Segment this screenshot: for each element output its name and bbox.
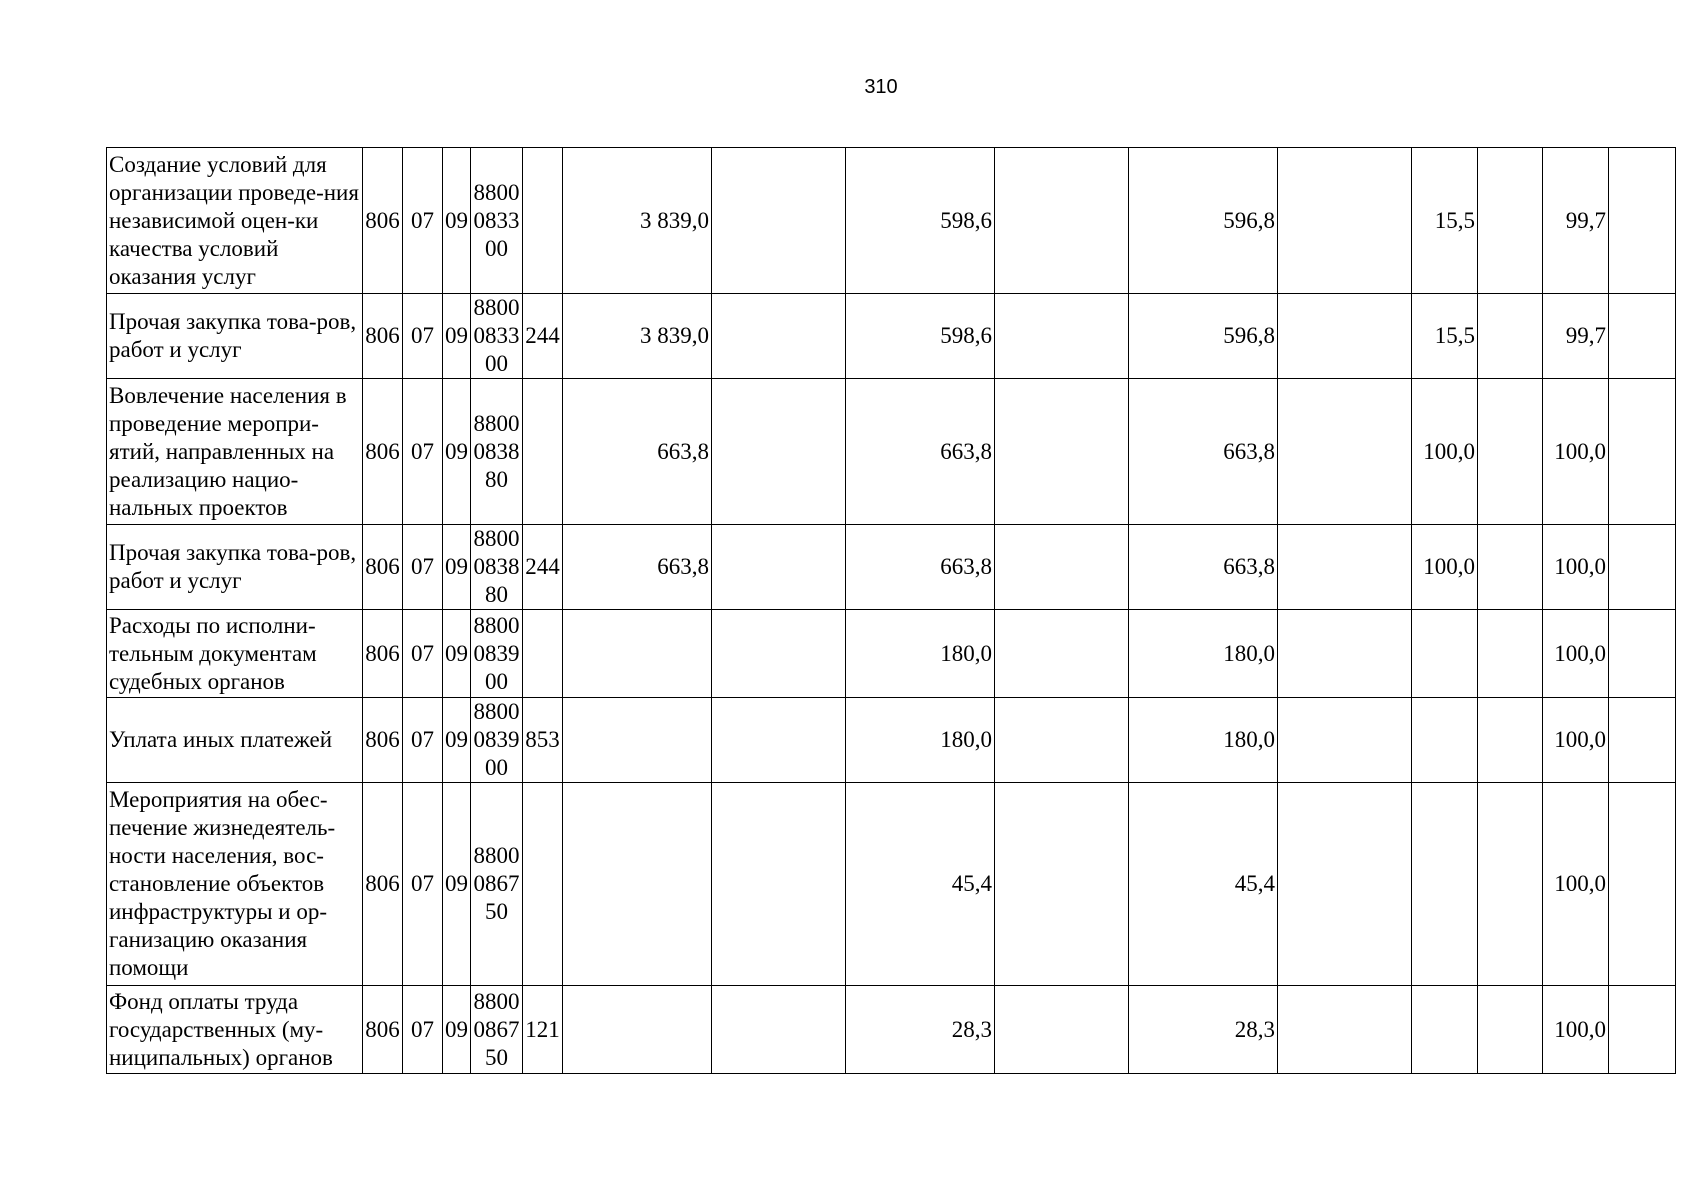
percent-col7 — [1412, 610, 1478, 698]
expense-name: Прочая закупка това-ров, работ и услуг — [107, 294, 363, 379]
subsection-code: 09 — [443, 148, 471, 294]
amount-col4 — [995, 148, 1129, 294]
section-code: 07 — [403, 525, 443, 610]
amount-col2 — [712, 610, 846, 698]
amount-col4 — [995, 610, 1129, 698]
target-article-code: 8800 0833 00 — [471, 148, 523, 294]
amount-col1 — [563, 986, 712, 1074]
amount-col8 — [1478, 610, 1543, 698]
amount-col2 — [712, 525, 846, 610]
amount-col4 — [995, 698, 1129, 783]
amount-col3: 180,0 — [846, 698, 995, 783]
subsection-code: 09 — [443, 610, 471, 698]
grbs-code: 806 — [363, 610, 403, 698]
amount-col6 — [1278, 148, 1412, 294]
amount-col1 — [563, 610, 712, 698]
table-row — [107, 148, 1676, 294]
amount-col6 — [1278, 294, 1412, 379]
table-row — [107, 698, 1676, 783]
grbs-code: 806 — [363, 986, 403, 1074]
target-article-code: 8800 0839 00 — [471, 698, 523, 783]
percent-col9: 100,0 — [1543, 525, 1609, 610]
section-code: 07 — [403, 610, 443, 698]
amount-col5: 663,8 — [1129, 379, 1278, 525]
table-row — [107, 610, 1676, 698]
section-code: 07 — [403, 783, 443, 986]
target-article-code: 8800 0833 00 — [471, 294, 523, 379]
amount-col8 — [1478, 783, 1543, 986]
amount-col5: 663,8 — [1129, 525, 1278, 610]
amount-col6 — [1278, 525, 1412, 610]
amount-col8 — [1478, 379, 1543, 525]
amount-col1: 3 839,0 — [563, 294, 712, 379]
percent-col7: 15,5 — [1412, 294, 1478, 379]
expense-type-code — [523, 148, 563, 294]
grbs-code: 806 — [363, 294, 403, 379]
expense-type-code — [523, 379, 563, 525]
subsection-code: 09 — [443, 379, 471, 525]
percent-col7 — [1412, 986, 1478, 1074]
amount-col2 — [712, 148, 846, 294]
amount-col8 — [1478, 294, 1543, 379]
percent-col7: 100,0 — [1412, 379, 1478, 525]
percent-col9: 100,0 — [1543, 986, 1609, 1074]
percent-col9: 99,7 — [1543, 148, 1609, 294]
amount-col6 — [1278, 986, 1412, 1074]
page-number: 310 — [864, 76, 898, 98]
percent-col9: 100,0 — [1543, 379, 1609, 525]
amount-col2 — [712, 986, 846, 1074]
amount-col4 — [995, 986, 1129, 1074]
amount-col10 — [1609, 698, 1676, 783]
amount-col10 — [1609, 986, 1676, 1074]
amount-col1 — [563, 698, 712, 783]
amount-col8 — [1478, 525, 1543, 610]
subsection-code: 09 — [443, 986, 471, 1074]
percent-col7 — [1412, 783, 1478, 986]
expense-type-code — [523, 783, 563, 986]
section-code: 07 — [403, 379, 443, 525]
subsection-code: 09 — [443, 525, 471, 610]
grbs-code: 806 — [363, 148, 403, 294]
table-row — [107, 986, 1676, 1074]
amount-col2 — [712, 294, 846, 379]
percent-col9: 99,7 — [1543, 294, 1609, 379]
amount-col10 — [1609, 148, 1676, 294]
section-code: 07 — [403, 698, 443, 783]
percent-col9: 100,0 — [1543, 783, 1609, 986]
amount-col3: 663,8 — [846, 379, 995, 525]
amount-col5: 596,8 — [1129, 148, 1278, 294]
amount-col3: 663,8 — [846, 525, 995, 610]
expense-name: Вовлечение населения в проведение меропри-ятий, направленных на реализацию нацио-нальных проектов — [107, 379, 363, 525]
expense-name: Прочая закупка това-ров, работ и услуг — [107, 525, 363, 610]
target-article-code: 8800 0839 00 — [471, 610, 523, 698]
amount-col2 — [712, 783, 846, 986]
amount-col4 — [995, 525, 1129, 610]
amount-col10 — [1609, 783, 1676, 986]
amount-col10 — [1609, 294, 1676, 379]
amount-col3: 598,6 — [846, 294, 995, 379]
expense-type-code: 121 — [523, 986, 563, 1074]
amount-col5: 180,0 — [1129, 610, 1278, 698]
amount-col4 — [995, 294, 1129, 379]
target-article-code: 8800 0867 50 — [471, 783, 523, 986]
target-article-code: 8800 0838 80 — [471, 525, 523, 610]
amount-col1: 663,8 — [563, 379, 712, 525]
expense-name: Расходы по исполни-тельным документам судебных органов — [107, 610, 363, 698]
amount-col5: 596,8 — [1129, 294, 1278, 379]
amount-col6 — [1278, 698, 1412, 783]
expense-name: Мероприятия на обес-печение жизнедеятель-ности населения, вос-становление объектов инфраструктуры и ор-ганизацию оказания помощи — [107, 783, 363, 986]
table-row — [107, 379, 1676, 525]
percent-col7 — [1412, 698, 1478, 783]
amount-col1: 663,8 — [563, 525, 712, 610]
amount-col1 — [563, 783, 712, 986]
amount-col8 — [1478, 698, 1543, 783]
expense-name: Уплата иных платежей — [107, 698, 363, 783]
subsection-code: 09 — [443, 294, 471, 379]
section-code: 07 — [403, 294, 443, 379]
subsection-code: 09 — [443, 783, 471, 986]
amount-col10 — [1609, 525, 1676, 610]
amount-col10 — [1609, 379, 1676, 525]
amount-col6 — [1278, 610, 1412, 698]
expense-type-code — [523, 610, 563, 698]
amount-col6 — [1278, 379, 1412, 525]
amount-col4 — [995, 783, 1129, 986]
grbs-code: 806 — [363, 379, 403, 525]
amount-col10 — [1609, 610, 1676, 698]
amount-col5: 180,0 — [1129, 698, 1278, 783]
amount-col6 — [1278, 783, 1412, 986]
target-article-code: 8800 0867 50 — [471, 986, 523, 1074]
amount-col8 — [1478, 986, 1543, 1074]
amount-col3: 28,3 — [846, 986, 995, 1074]
amount-col1: 3 839,0 — [563, 148, 712, 294]
target-article-code: 8800 0838 80 — [471, 379, 523, 525]
subsection-code: 09 — [443, 698, 471, 783]
expense-name: Создание условий для организации проведе-ния независимой оцен-ки качества условий оказания услуг — [107, 148, 363, 294]
amount-col3: 180,0 — [846, 610, 995, 698]
amount-col3: 45,4 — [846, 783, 995, 986]
expense-type-code: 244 — [523, 525, 563, 610]
percent-col9: 100,0 — [1543, 610, 1609, 698]
percent-col7: 15,5 — [1412, 148, 1478, 294]
amount-col8 — [1478, 148, 1543, 294]
table-row — [107, 294, 1676, 379]
amount-col5: 28,3 — [1129, 986, 1278, 1074]
table-row — [107, 783, 1676, 986]
section-code: 07 — [403, 148, 443, 294]
grbs-code: 806 — [363, 783, 403, 986]
expense-type-code: 853 — [523, 698, 563, 783]
amount-col5: 45,4 — [1129, 783, 1278, 986]
table-row — [107, 525, 1676, 610]
expense-type-code: 244 — [523, 294, 563, 379]
section-code: 07 — [403, 986, 443, 1074]
budget-table — [106, 147, 1676, 1074]
amount-col3: 598,6 — [846, 148, 995, 294]
amount-col2 — [712, 698, 846, 783]
percent-col9: 100,0 — [1543, 698, 1609, 783]
amount-col2 — [712, 379, 846, 525]
grbs-code: 806 — [363, 698, 403, 783]
amount-col4 — [995, 379, 1129, 525]
percent-col7: 100,0 — [1412, 525, 1478, 610]
expense-name: Фонд оплаты труда государственных (му-ниципальных) органов — [107, 986, 363, 1074]
grbs-code: 806 — [363, 525, 403, 610]
